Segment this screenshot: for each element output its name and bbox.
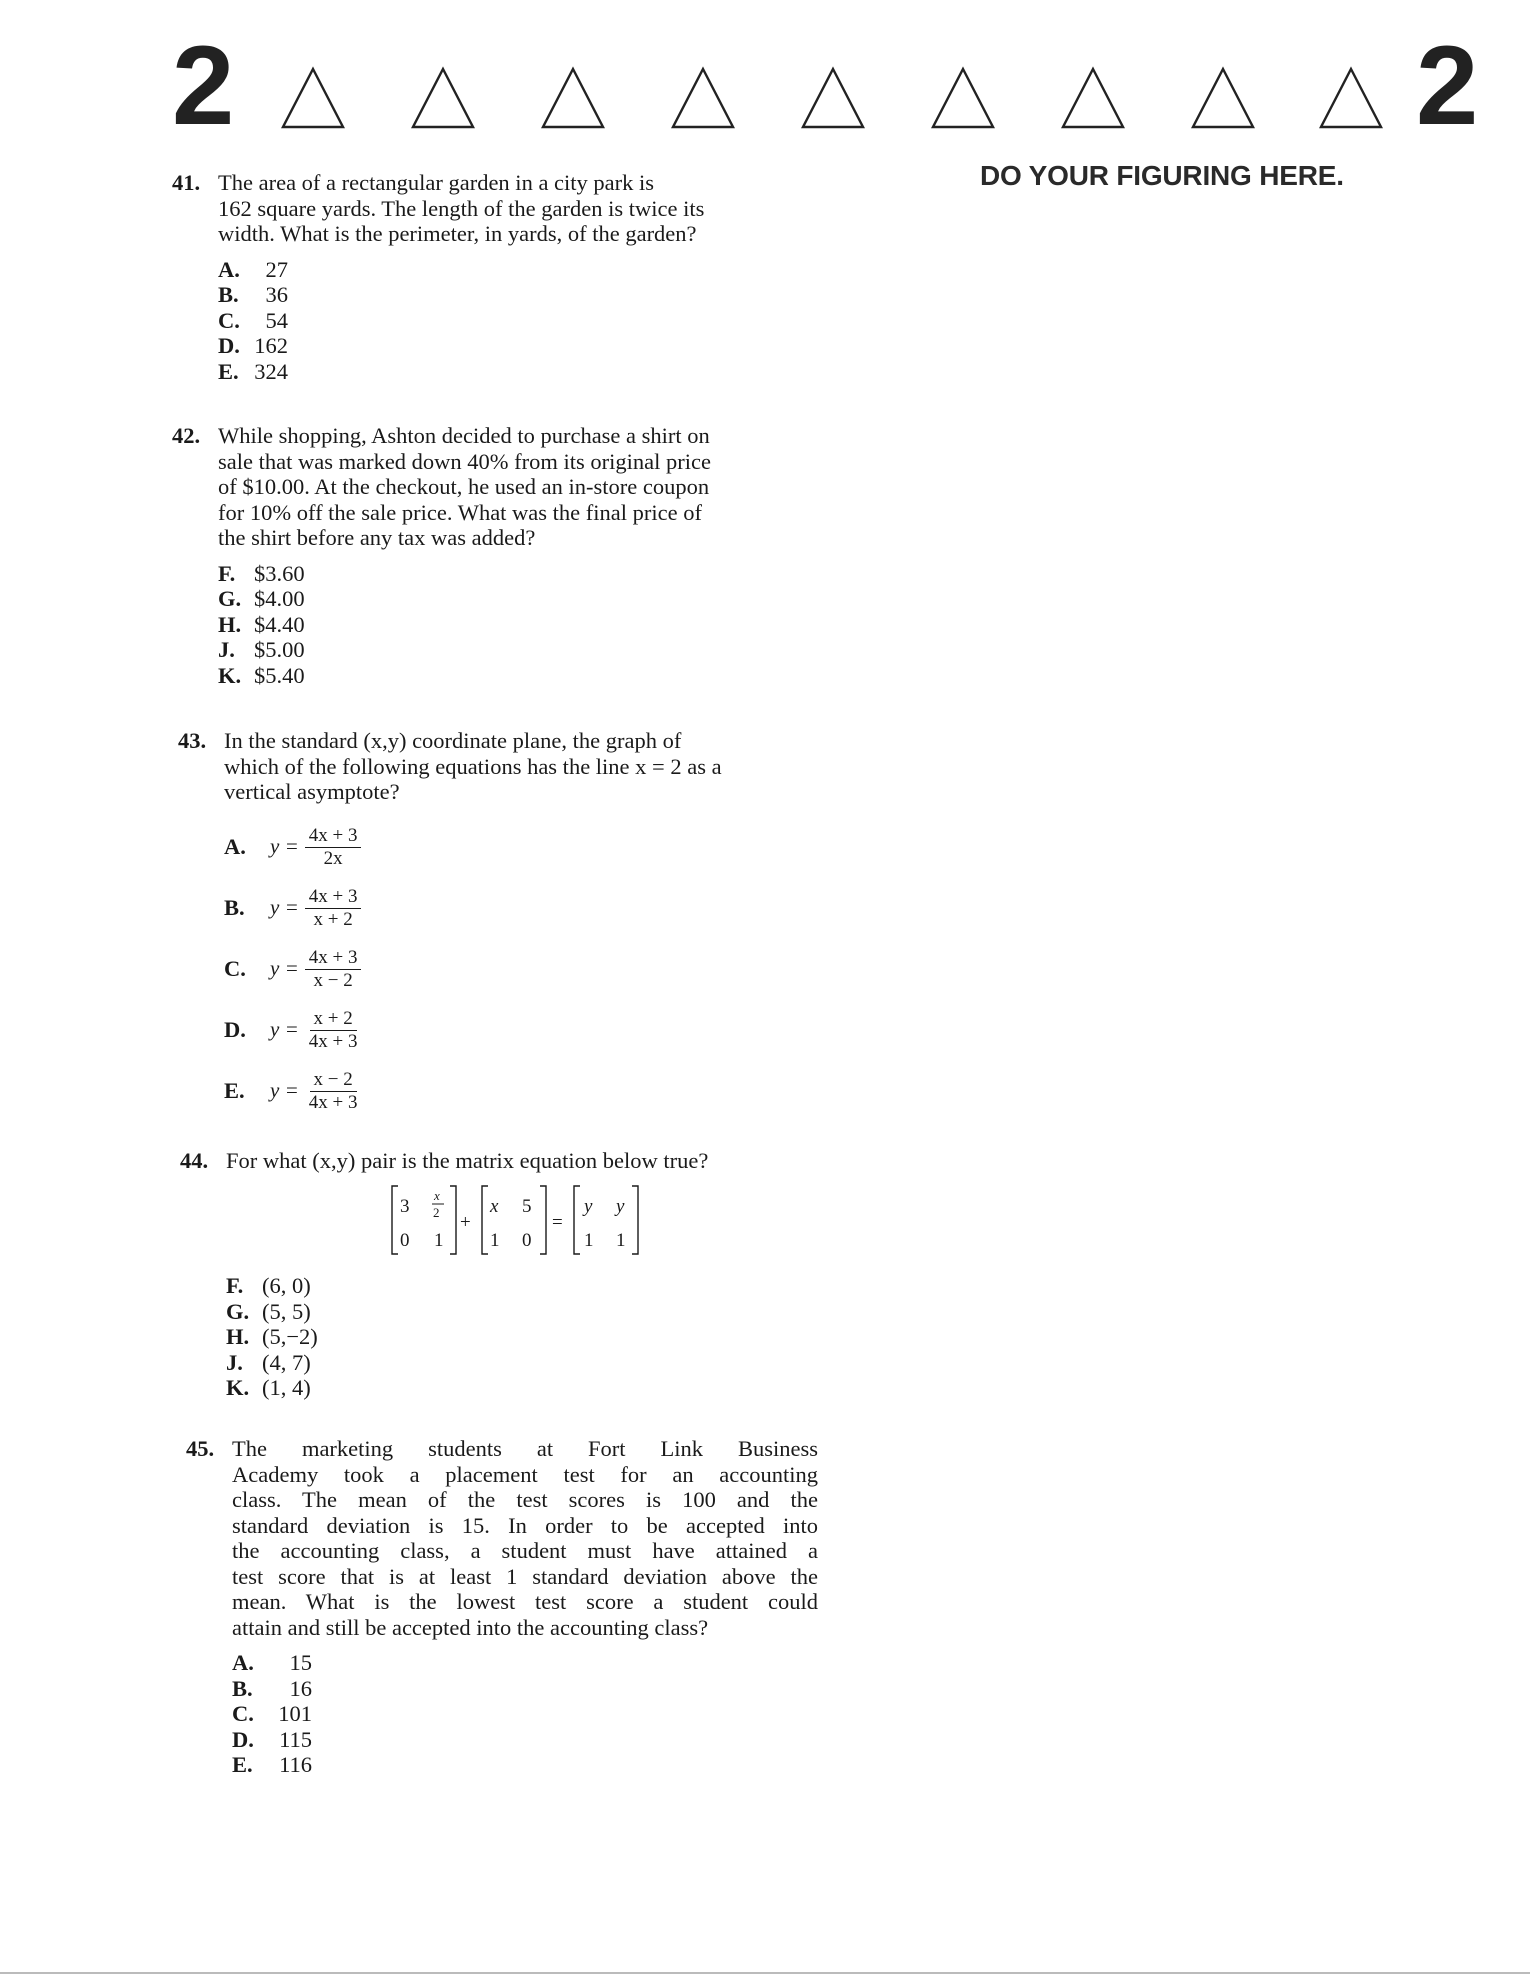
question-line: In the standard (x,y) coordinate plane, the graph of — [224, 728, 682, 753]
answer-option[interactable]: K. (1, 4) — [226, 1375, 311, 1400]
answer-option[interactable]: H. (5,−2) — [226, 1324, 318, 1349]
section-number-left: 2 — [172, 23, 235, 148]
triangle-icon — [800, 66, 866, 130]
matrix-cell: y — [584, 1196, 593, 1217]
triangle-icon — [540, 66, 606, 130]
triangle-icon — [280, 66, 346, 130]
question-number: 43. — [178, 728, 207, 753]
answer-option[interactable]: A. 15 — [232, 1650, 312, 1675]
section-number-right: 2 — [1416, 23, 1479, 148]
fraction: $\frac{4x + 3}{2x}$ — [305, 825, 362, 870]
answer-option[interactable]: C. 101 — [232, 1701, 312, 1726]
question-line: sale that was marked down 40% from its original price — [218, 448, 711, 474]
answer-option[interactable]: B. 36 — [218, 282, 288, 307]
answer-options — [218, 561, 808, 689]
answer-option[interactable]: E. 116 — [232, 1752, 312, 1777]
answer-option[interactable]: A. y = $\frac{4x + 3}{2x}$ — [224, 817, 810, 878]
answer-option[interactable]: D. 115 — [232, 1726, 312, 1752]
question-line: vertical asymptote? — [224, 779, 400, 804]
matrix-cell: 3 — [400, 1196, 410, 1217]
figuring-area-label: DO YOUR FIGURING HERE. — [980, 160, 1344, 191]
matrix-cell: 1 — [434, 1230, 444, 1251]
question-line: mean. What is the lowest test score a student could — [232, 1589, 818, 1614]
question-line: 162 square yards. The length of the garden is twice its — [218, 195, 705, 221]
triangle-icon — [670, 66, 736, 130]
question-line: width. What is the perimeter, in yards, of the garden? — [218, 221, 697, 246]
page-edge-line — [0, 1972, 1530, 1974]
fraction: $\frac{4x + 3}{x + 2}$ — [305, 886, 362, 931]
triangle-icon — [1318, 66, 1384, 130]
triangle-icon — [410, 66, 476, 130]
answer-options — [218, 257, 804, 385]
question-line: for 10% off the sale price. What was the final price of — [218, 499, 702, 525]
matrix-cell-fraction-denominator: 2 — [433, 1205, 440, 1220]
section-header — [0, 0, 1530, 160]
triangle-row — [280, 66, 1384, 130]
answer-option[interactable]: B. 16 — [232, 1675, 312, 1701]
answer-option[interactable]: B. y = $\frac{4x + 3}{x + 2}$ — [224, 878, 810, 939]
matrix-cell: y — [616, 1196, 625, 1217]
answer-option[interactable]: G. $4.00 — [218, 586, 305, 611]
matrix-cell-fraction-numerator: x — [434, 1188, 440, 1203]
answer-option[interactable]: F. $3.60 — [218, 560, 305, 586]
triangle-icon — [930, 66, 996, 130]
question-43 — [178, 728, 810, 1122]
question-number: 45. — [186, 1436, 215, 1461]
answer-option[interactable]: J. (4, 7) — [226, 1349, 311, 1375]
answer-options — [224, 817, 810, 1122]
question-44-options — [226, 1273, 526, 1401]
fraction: $\frac{x + 2}{4x + 3}$ — [308, 1007, 358, 1052]
answer-option[interactable]: G. (5, 5) — [226, 1298, 311, 1324]
question-line: While shopping, Ashton decided to purchase a shirt on — [218, 423, 710, 448]
answer-option[interactable]: F. (6, 0) — [226, 1273, 311, 1298]
triangle-icon — [1060, 66, 1126, 130]
question-line: which of the following equations has the line x = 2 as a — [224, 753, 722, 779]
question-number: 44. — [180, 1148, 209, 1173]
matrix-cell: 0 — [522, 1230, 532, 1251]
fraction: $\frac{4x + 3}{x - 2}$ — [305, 947, 362, 992]
matrix-cell: x — [490, 1196, 499, 1217]
answer-option[interactable]: A. 27 — [218, 256, 288, 282]
answer-option[interactable]: E. 324 — [218, 358, 288, 384]
answer-option[interactable]: K. $5.40 — [218, 662, 305, 688]
answer-options — [232, 1650, 818, 1778]
question-line: the shirt before any tax was added? — [218, 525, 536, 550]
matrix-cell: 0 — [400, 1230, 410, 1251]
question-line: The area of a rectangular garden in a city park is — [218, 170, 655, 195]
question-number: 41. — [172, 170, 201, 195]
matrix-cell: 1 — [490, 1230, 500, 1251]
question-line: the accounting class, a student must have attained a — [232, 1538, 818, 1563]
question-text: For what (x,y) pair is the matrix equation below true? — [226, 1148, 709, 1173]
question-text — [218, 170, 804, 247]
triangle-icon — [1190, 66, 1256, 130]
question-line: attain and still be accepted into the accounting class? — [232, 1614, 709, 1640]
equals-sign: = — [552, 1212, 563, 1233]
question-line: standard deviation is 15. In order to be accepted into — [232, 1512, 818, 1538]
fraction: $\frac{x - 2}{4x + 3}$ — [308, 1068, 358, 1113]
answer-option[interactable]: C. 54 — [218, 307, 288, 333]
matrix-cell: 1 — [616, 1230, 626, 1251]
question-number: 42. — [172, 423, 201, 448]
answer-option[interactable]: H. $4.40 — [218, 611, 305, 637]
matrix-equation — [390, 1180, 650, 1260]
question-41 — [172, 170, 804, 384]
answer-option[interactable]: D. y = $\frac{x + 2}{4x + 3}$ — [224, 1000, 810, 1061]
matrix-cell: 5 — [522, 1196, 532, 1217]
answer-option[interactable]: J. $5.00 — [218, 637, 305, 662]
question-45 — [186, 1436, 818, 1778]
answer-option[interactable]: C. y = $\frac{4x + 3}{x - 2}$ — [224, 939, 810, 1000]
answer-option[interactable]: E. y = $\frac{x - 2}{4x + 3}$ — [224, 1061, 810, 1122]
question-line: The marketing students at Fort Link Business — [232, 1436, 818, 1461]
question-text — [218, 423, 808, 551]
answer-option[interactable]: D. 162 — [218, 333, 288, 358]
question-text — [224, 728, 810, 805]
question-text — [232, 1436, 818, 1640]
question-42 — [172, 423, 808, 688]
question-44 — [180, 1148, 820, 1174]
question-line: Academy took a placement test for an accounting — [232, 1461, 818, 1487]
question-line: class. The mean of the test scores is 100 and the — [232, 1487, 818, 1512]
question-line: of $10.00. At the checkout, he used an in-store coupon — [218, 474, 710, 499]
matrix-cell: 1 — [584, 1230, 594, 1251]
plus-sign: + — [460, 1212, 471, 1233]
question-line: test score that is at least 1 standard deviation above the — [232, 1563, 818, 1589]
